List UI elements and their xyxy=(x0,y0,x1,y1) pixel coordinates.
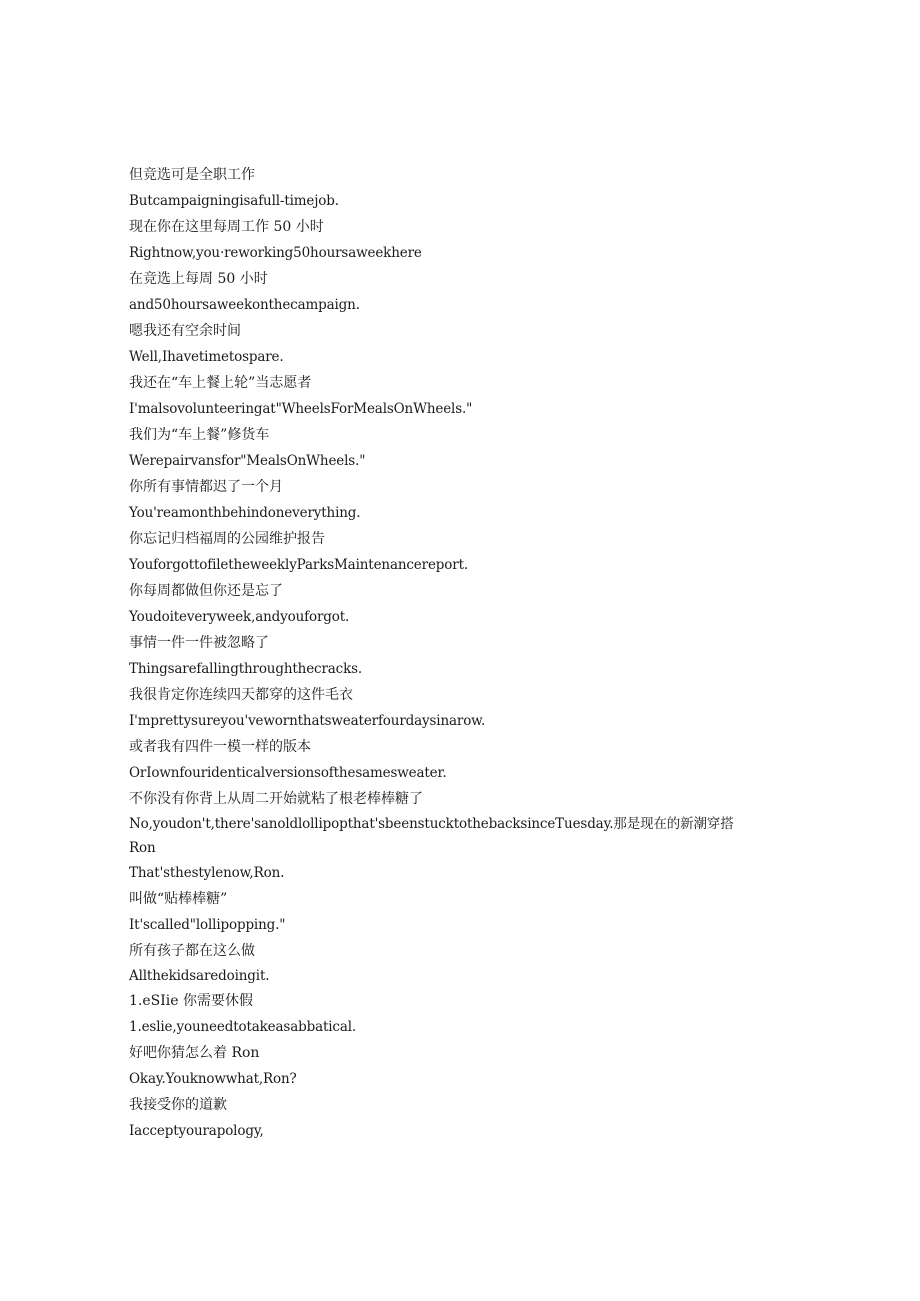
line-en: Butcampaigningisafull-timejob. xyxy=(129,193,339,209)
line-en: Well,Ihavetimetospare. xyxy=(129,349,284,365)
line-zh: 但竞选可是全职工作 xyxy=(129,167,255,183)
line-en: I'mprettysureyou'vewornthatsweaterfourdaysinarow. xyxy=(129,713,486,729)
line-en: Ron xyxy=(129,840,156,856)
line-en: Thingsarefallingthroughthecracks. xyxy=(129,661,363,677)
line-zh: 所有孩子都在这么做 xyxy=(129,943,255,959)
line-en: Iacceptyourapology, xyxy=(129,1123,264,1139)
line-en: I'malsovolunteeringat"WheelsForMealsOnWheels." xyxy=(129,401,473,417)
line-zh: 1.eSIie 你需要休假 xyxy=(129,993,253,1009)
line-zh: 你忘记归档福周的公园维护报告 xyxy=(129,531,325,547)
line-zh: 我接受你的道歉 xyxy=(129,1097,227,1113)
line-en: Werepairvansfor"MealsOnWheels." xyxy=(129,453,366,469)
line-en: YouforgottofiletheweeklyParksMaintenancereport. xyxy=(129,557,468,573)
line-en: It'scalled"lollipopping." xyxy=(129,917,286,933)
line-en: Okay.Youknowwhat,Ron? xyxy=(129,1071,297,1087)
line-zh: 不你没有你背上从周二开始就粘了根老棒棒糖了 xyxy=(129,791,423,807)
line-en: Youdoiteveryweek,andyouforgot. xyxy=(129,609,350,625)
line-zh: 你所有事情都迟了一个月 xyxy=(129,479,283,495)
line-en: You'reamonthbehindoneverything. xyxy=(129,505,361,521)
line-en: That'sthestylenow,Ron. xyxy=(129,865,285,881)
subtitle-transcript xyxy=(129,162,769,1144)
line-en: Rightnow,you·reworking50hoursaweekhere xyxy=(129,245,422,261)
line-zh: 在竞选上每周 50 小时 xyxy=(129,271,268,287)
line-en: and50hoursaweekonthecampaign. xyxy=(129,297,360,313)
line-zh: 叫做“贴棒棒糖” xyxy=(129,891,228,907)
line-zh: 好吧你猜怎么着 Ron xyxy=(129,1045,260,1061)
line-zh: 我们为“车上餐”修货车 xyxy=(129,427,270,443)
line-en: 1.eslie,youneedtotakeasabbatical. xyxy=(129,1019,357,1035)
line-zh: 或者我有四件一模一样的版本 xyxy=(129,739,311,755)
line-zh: 嗯我还有空余时间 xyxy=(129,323,241,339)
line-en: No,youdon't,there'sanoldlollipopthat'sbeenstucktothebacksinceTuesday.那是现在的新潮穿搭 xyxy=(129,816,734,832)
line-zh: 你每周都做但你还是忘了 xyxy=(129,583,283,599)
line-zh: 事情一件一件被忽略了 xyxy=(129,635,269,651)
line-zh: 现在你在这里每周工作 50 小时 xyxy=(129,219,324,235)
line-en: Allthekidsaredoingit. xyxy=(129,968,270,984)
line-zh: 我很肯定你连续四天都穿的这件毛衣 xyxy=(129,687,353,703)
line-en: OrIownfouridenticalversionsofthesamesweater. xyxy=(129,765,447,781)
line-zh: 我还在“车上餐上轮”当志愿者 xyxy=(129,375,312,391)
